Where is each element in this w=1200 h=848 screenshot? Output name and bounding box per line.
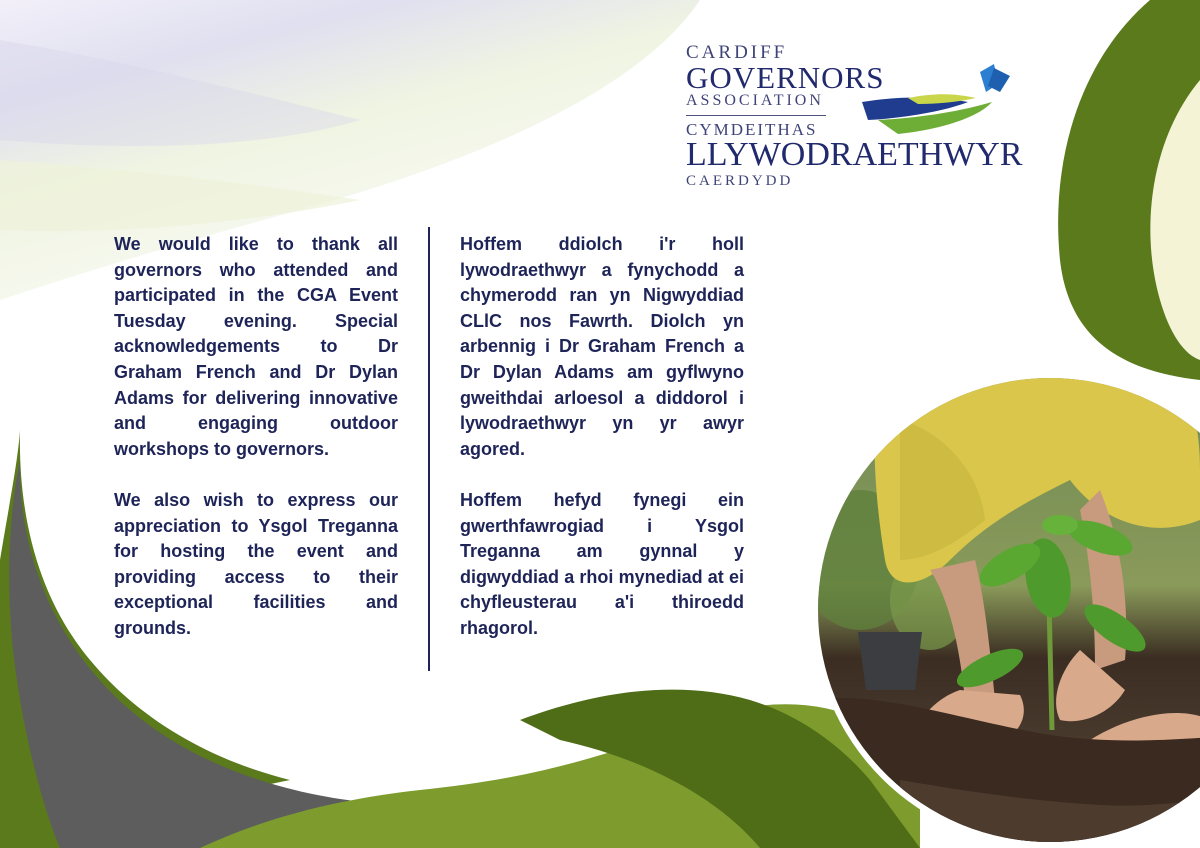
logo-divider <box>686 115 826 116</box>
logo-caerdydd: CAERDYDD <box>686 173 794 189</box>
welsh-paragraph-1: Hoffem ddiolch i'r holl lywodraethwyr a fynychodd a chymerodd ran yn Nigwyddiad CLlC nos Fawrth. Diolch yn arbennig i Dr Graham French a Dr Dylan Adams am gyflwyno gweithdai arloesol a diddorol i lywodraethwyr yn yr awyr agored. <box>460 234 744 459</box>
english-paragraph-1: We would like to thank all governors who attended and participated in the CGA Event Tuesday evening. Special acknowledgements to Dr Graham French and Dr Dylan Adams for delivering innovative and engaging outdoor workshops to governors. <box>114 234 398 459</box>
logo-cardiff: CARDIFF <box>686 42 788 63</box>
logo-llywodraethwyr: LLYWODRAETHWYR <box>686 136 1023 173</box>
column-divider <box>428 227 430 671</box>
logo-swoosh-icon <box>858 58 1018 138</box>
welsh-paragraph-2: Hoffem hefyd fynegi ein gwerthfawrogiad i Ysgol Treganna am gynnal y digwyddiad a rhoi mynediad at ei chyfleusterau a'i thiroedd rhagorol. <box>460 489 744 638</box>
english-paragraph-2: We also wish to express our appreciation to Ysgol Treganna for hosting the event and providing access to their exceptional facilities and grounds. <box>114 489 398 638</box>
logo-cymdeithas: CYMDEITHAS <box>686 120 818 139</box>
logo-governors: GOVERNORS <box>686 60 885 95</box>
welsh-column <box>460 232 744 667</box>
english-column <box>114 232 398 667</box>
logo-association: ASSOCIATION <box>686 92 824 109</box>
cga-logo <box>686 42 1026 192</box>
